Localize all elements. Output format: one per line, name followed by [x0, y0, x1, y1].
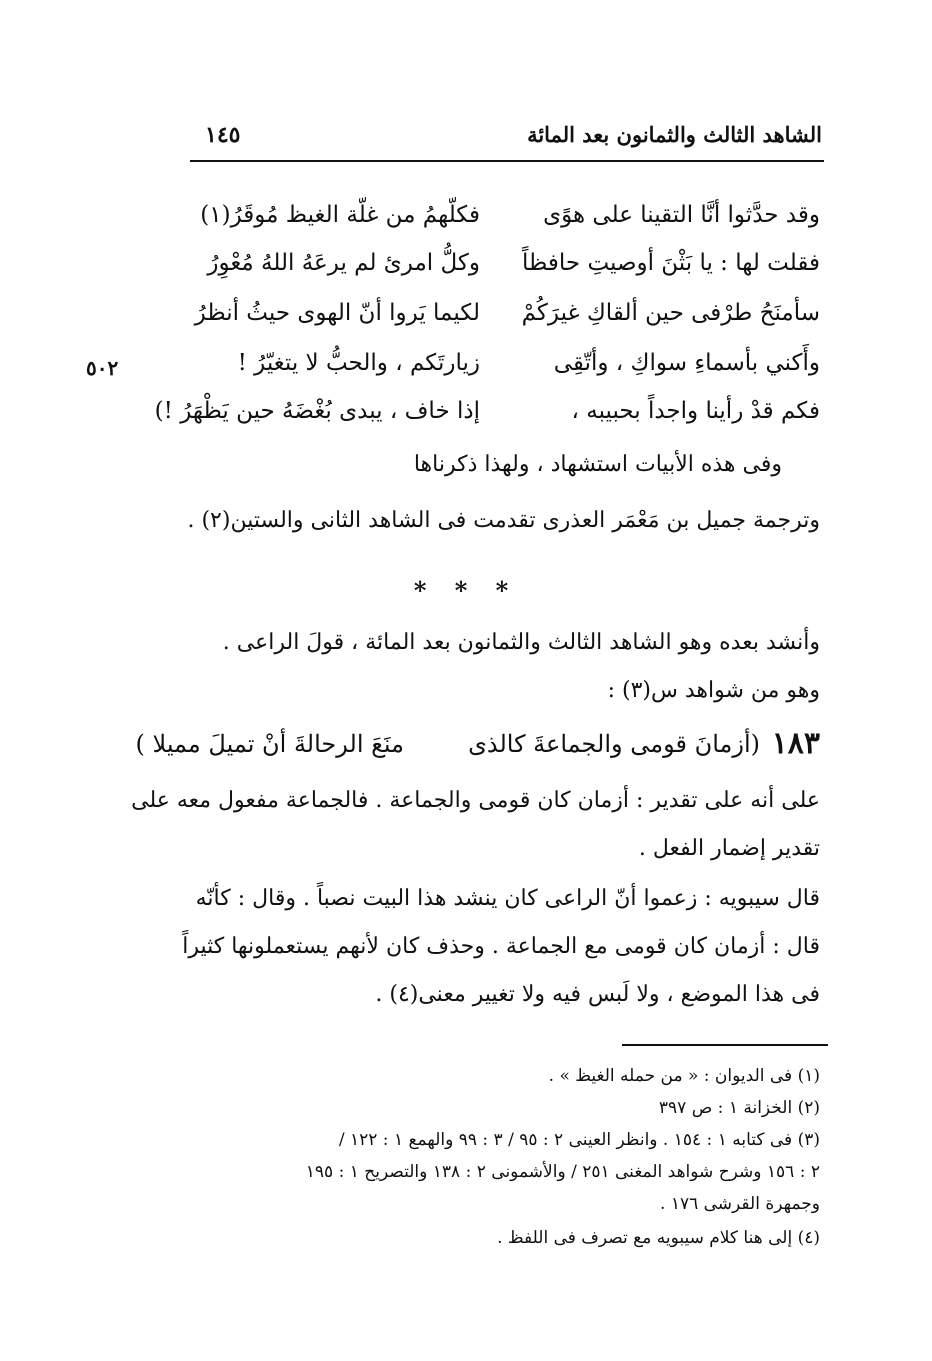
verse-number: ١٨٣	[771, 726, 820, 761]
paragraph-3-line-1: على أنه على تقدير : أزمان كان قومى والجماعة . فالجماعة مفعول معه على	[131, 788, 820, 813]
main-verse-left: منَعَ الرحالةَ أنْ تميلَ مميلا )	[135, 730, 404, 758]
footnote-3-line-1: (٣) فى كتابه ١ : ١٥٤ . وانظر العينى ٢ : ٩٥ / ٣ : ٩٩ والهمع ١ : ١٢٢ /	[338, 1130, 820, 1150]
footnote-2: (٢) الخزانة ١ : ص ٣٩٧	[658, 1098, 820, 1118]
verse-3-left: لكيما يَروا أنّ الهوى حيثُ أنظرُ	[194, 300, 480, 326]
paragraph-1-line-1: وفى هذه الأبيات استشهاد ، ولهذا ذكرناها	[413, 452, 782, 477]
footnote-1: (١) فى الديوان : « من حمله الغيظ » .	[548, 1066, 820, 1086]
verse-3-right: سأمنَحُ طرْفى حين ألقاكِ غيرَكُمْ	[521, 300, 820, 326]
page-number: ١٤٥	[205, 122, 241, 148]
header-rule	[190, 160, 824, 162]
paragraph-2-line-1: وأنشد بعده وهو الشاهد الثالث والثمانون بعد المائة ، قولَ الراعى .	[222, 630, 820, 655]
footnote-4: (٤) إلى هنا كلام سيبويه مع تصرف فى اللفظ .	[497, 1228, 820, 1248]
footnote-rule	[622, 1044, 828, 1046]
verse-1-left: فكلّهمُ من غلّة الغيظ مُوقَرُ(١)	[200, 202, 480, 228]
running-header-title: الشاهد الثالث والثمانون بعد المائة	[527, 122, 822, 147]
paragraph-4-line-3: فى هذا الموضع ، ولا لَبس فيه ولا تغيير معنى(٤) .	[375, 982, 820, 1007]
section-separator: * * *	[413, 576, 519, 605]
verse-4-right: وأَكني بأسماءِ سواكِ ، وأتّقِى	[553, 350, 820, 376]
verse-2-left: وكلُّ امرئ لم يرعَهُ اللهُ مُعْوِرُ	[207, 250, 480, 276]
verse-5-right: فكم قدْ رأينا واجداً بحبيبه ،	[571, 398, 820, 424]
margin-number: ٥٠٢	[86, 356, 119, 380]
footnote-3-line-2: ٢ : ١٥٦ وشرح شواهد المغنى ٢٥١ / والأشمونى ٢ : ١٣٨ والتصريح ١ : ١٩٥	[305, 1162, 820, 1182]
paragraph-3-line-2: تقدير إضمار الفعل .	[638, 836, 820, 861]
verse-5-left: إذا خاف ، يبدى بُغْضَهُ حين يَظْهَرُ !)	[154, 398, 480, 424]
verse-2-right: فقلت لها : يا بَثْنَ أوصيتِ حافظاً	[522, 250, 820, 276]
paragraph-4-line-2: قال : أزمان كان قومى مع الجماعة . وحذف كان لأنهم يستعملونها كثيراً	[182, 934, 820, 959]
paragraph-2-line-2: وهو من شواهد س(٣) :	[607, 678, 820, 703]
paragraph-4-line-1: قال سيبويه : زعموا أنّ الراعى كان ينشد هذا البيت نصباً . وقال : كأنّه	[195, 886, 820, 911]
main-verse-right: (أزمانَ قومى والجماعةَ كالذى	[468, 730, 760, 758]
verse-1-right: وقد حدَّثوا أنَّا التقينا على هوًى	[543, 202, 820, 228]
verse-4-left: زيارتَكم ، والحبُّ لا يتغيّرُ !	[237, 350, 480, 376]
paragraph-1-line-2: وترجمة جميل بن مَعْمَر العذرى تقدمت فى الشاهد الثانى والستين(٢) .	[187, 508, 820, 533]
footnote-3-line-3: وجمهرة القرشى ١٧٦ .	[660, 1194, 820, 1214]
